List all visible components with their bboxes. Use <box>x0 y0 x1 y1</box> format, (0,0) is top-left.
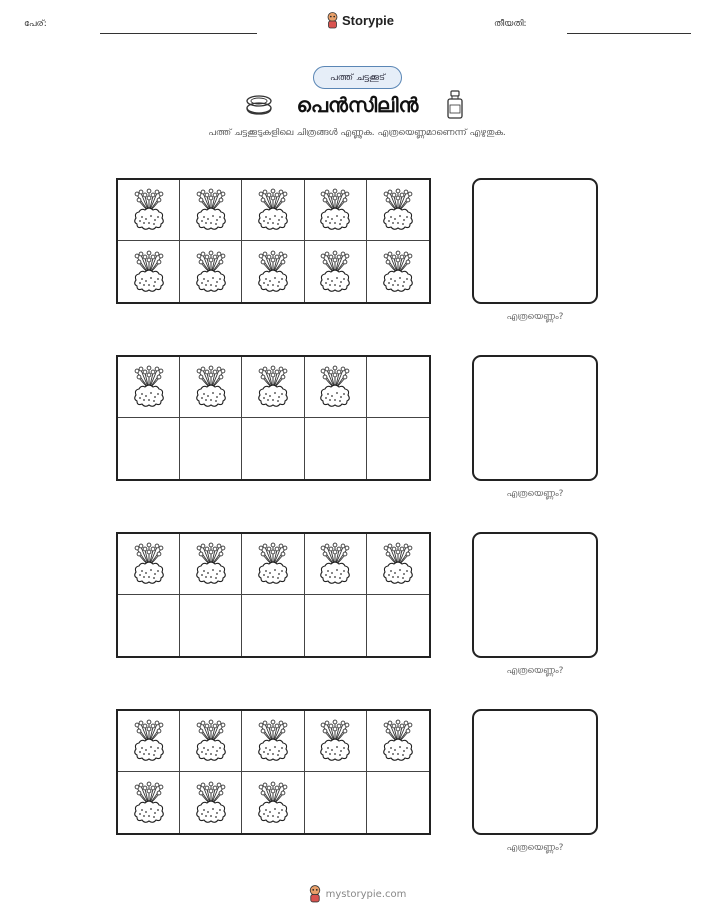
penicillin-mold-icon <box>317 250 353 294</box>
name-label: പേര്: <box>24 19 47 29</box>
storypie-mascot-icon <box>308 885 322 903</box>
ten-frame-cell <box>180 711 242 772</box>
penicillin-mold-icon <box>380 719 416 763</box>
ten-frame-cell <box>180 418 242 479</box>
medicine-vial-icon <box>446 90 464 120</box>
ten-frame-cell <box>305 418 367 479</box>
ten-frame-cell <box>242 418 304 479</box>
ten-frame-cell <box>305 772 367 833</box>
penicillin-mold-icon <box>131 719 167 763</box>
answer-box[interactable] <box>472 355 598 481</box>
penicillin-mold-icon <box>193 781 229 825</box>
ten-frame-cell <box>242 772 304 833</box>
footer-url: mystorypie.com <box>325 888 407 900</box>
ten-frame-cell <box>118 711 180 772</box>
name-line[interactable] <box>100 33 257 34</box>
ten-frame-cell <box>242 241 304 302</box>
ten-frame <box>116 355 431 481</box>
penicillin-mold-icon <box>131 542 167 586</box>
ten-frame-cell <box>118 595 180 656</box>
penicillin-mold-icon <box>193 719 229 763</box>
ten-frame-cell <box>242 357 304 418</box>
penicillin-mold-icon <box>380 542 416 586</box>
penicillin-mold-icon <box>255 781 291 825</box>
ten-frame-cell <box>180 772 242 833</box>
ten-frame-cell <box>118 357 180 418</box>
penicillin-mold-icon <box>317 365 353 409</box>
penicillin-mold-icon <box>131 781 167 825</box>
ten-frame-cell <box>367 357 429 418</box>
ten-frame-cell <box>305 241 367 302</box>
ten-frame-cell <box>180 357 242 418</box>
penicillin-mold-icon <box>317 188 353 232</box>
ten-frame-cell <box>180 241 242 302</box>
ten-frame <box>116 709 431 835</box>
ten-frame-cell <box>242 711 304 772</box>
ten-frame-cell <box>242 534 304 595</box>
petri-dish-icon <box>245 93 273 119</box>
ten-frame-cell <box>367 711 429 772</box>
ten-frame-cell <box>242 595 304 656</box>
ten-frame-cell <box>180 534 242 595</box>
ten-frame-cell <box>242 180 304 241</box>
date-line[interactable] <box>567 33 691 34</box>
penicillin-mold-icon <box>317 719 353 763</box>
ten-frame-cell <box>305 711 367 772</box>
ten-frame-cell <box>305 180 367 241</box>
penicillin-mold-icon <box>255 365 291 409</box>
ten-frame-cell <box>367 241 429 302</box>
ten-frame-cell <box>367 595 429 656</box>
ten-frame-cell <box>118 534 180 595</box>
penicillin-mold-icon <box>131 188 167 232</box>
ten-frame-cell <box>118 241 180 302</box>
penicillin-mold-icon <box>193 188 229 232</box>
answer-box[interactable] <box>472 709 598 835</box>
answer-box[interactable] <box>472 178 598 304</box>
ten-frame-cell <box>305 595 367 656</box>
ten-frame <box>116 178 431 304</box>
penicillin-mold-icon <box>255 188 291 232</box>
answer-box[interactable] <box>472 532 598 658</box>
penicillin-mold-icon <box>255 719 291 763</box>
page-title: പെൻസിലിൻ <box>296 93 419 117</box>
ten-frame-cell <box>305 357 367 418</box>
penicillin-mold-icon <box>317 542 353 586</box>
ten-frame-cell <box>305 534 367 595</box>
instructions: പത്ത് ചട്ടക്കൂടുകളിലെ ചിത്രങ്ങൾ എണ്ണുക. എത്രയെണ്ണമാണെന്ന് എഴുതുക. <box>208 128 506 138</box>
answer-label: എത്രയെണ്ണം? <box>506 666 564 676</box>
storypie-mascot-icon <box>326 12 339 29</box>
ten-frame <box>116 532 431 658</box>
ten-frame-cell <box>367 772 429 833</box>
brand-logo <box>326 12 394 29</box>
footer <box>0 885 714 903</box>
penicillin-mold-icon <box>380 188 416 232</box>
ten-frame-cell <box>118 772 180 833</box>
ten-frame-cell <box>367 534 429 595</box>
ten-frame-cell <box>367 180 429 241</box>
brand-name: Storypie <box>342 13 395 28</box>
penicillin-mold-icon <box>193 250 229 294</box>
topic-badge: പത്ത് ചട്ടക്കൂട് <box>313 66 402 89</box>
ten-frame-cell <box>180 180 242 241</box>
penicillin-mold-icon <box>193 365 229 409</box>
penicillin-mold-icon <box>380 250 416 294</box>
answer-label: എത്രയെണ്ണം? <box>506 312 564 322</box>
penicillin-mold-icon <box>131 250 167 294</box>
penicillin-mold-icon <box>131 365 167 409</box>
answer-label: എത്രയെണ്ണം? <box>506 843 564 853</box>
penicillin-mold-icon <box>255 542 291 586</box>
answer-label: എത്രയെണ്ണം? <box>506 489 564 499</box>
penicillin-mold-icon <box>255 250 291 294</box>
ten-frame-cell <box>367 418 429 479</box>
ten-frame-cell <box>180 595 242 656</box>
ten-frame-cell <box>118 418 180 479</box>
penicillin-mold-icon <box>193 542 229 586</box>
date-label: തീയതി: <box>494 19 527 29</box>
ten-frame-cell <box>118 180 180 241</box>
